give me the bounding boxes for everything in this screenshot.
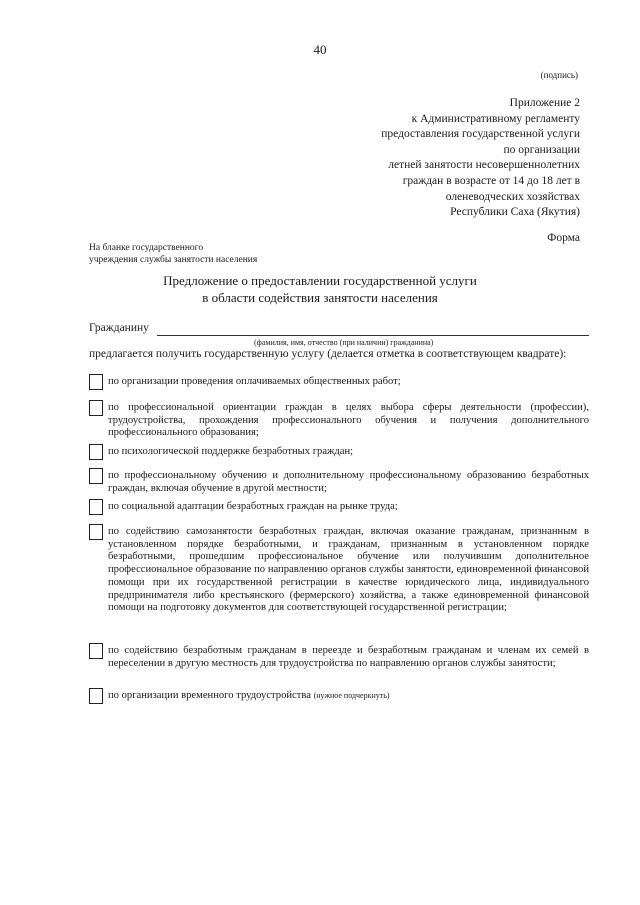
letterhead-line: На бланке государственного bbox=[89, 243, 204, 253]
service-option-text: по профессиональной ориентации граждан в целях выбора сферы деятельности (профессии), трудоустройства, прохождения профессионального обучения и получения дополнительного профессионального образования; bbox=[108, 402, 589, 439]
form-label: Форма bbox=[547, 232, 580, 244]
appendix-line: по организации bbox=[503, 143, 580, 156]
appendix-line: к Административному регламенту bbox=[411, 112, 580, 125]
title-line: в области содействия занятости населения bbox=[202, 290, 438, 305]
service-option-text bbox=[108, 690, 589, 703]
appendix-line: граждан в возрасте от 14 до 18 лет в bbox=[402, 174, 580, 187]
service-option-text: по социальной адаптации безработных граждан на рынке труда; bbox=[108, 501, 398, 512]
service-checkbox[interactable] bbox=[89, 499, 103, 515]
document-title bbox=[0, 272, 640, 306]
appendix-line: Приложение 2 bbox=[509, 97, 580, 109]
appendix-line: Республики Саха (Якутия) bbox=[450, 206, 580, 219]
intro-text: предлагается получить государственную услугу (делается отметка в соответствующем квадрате): bbox=[89, 348, 567, 360]
service-option-text: по содействию самозанятости безработных граждан, включая оказание гражданам, признанным в установленном порядке безработными, и гражданам, признанным в установленном порядке безработными, прошедшим профессиональное обучение или получившим дополнительное профессиональное образование по направлению органов службы занятости, единовременной финансовой помощи при их государственной регистрации в качестве юридического лица, индивидуального предпринимателя либо крестьянского (фермерского) хозяйства, а также единовременной финансовой помощи на подготовку документов для соответствующей государственной регистрации; bbox=[108, 526, 589, 614]
signature-caption: (подпись) bbox=[540, 70, 578, 80]
appendix-header bbox=[381, 96, 580, 221]
appendix-line: летней занятости несовершеннолетних bbox=[388, 159, 580, 172]
service-checkbox[interactable] bbox=[89, 688, 103, 704]
citizen-hint: (фамилия, имя, отчество (при наличии) гражданина) bbox=[254, 338, 434, 347]
service-option-text: по содействию безработным гражданам в переезде и безработным гражданам и членам их семей в переселении в другую местность для трудоустройства по направлению органов службы занятости; bbox=[108, 645, 589, 669]
underline-note: (нужное подчеркнуть) bbox=[313, 691, 390, 700]
letterhead-line: учреждения службы занятости населения bbox=[89, 255, 258, 265]
service-checkbox[interactable] bbox=[89, 643, 103, 659]
service-option-text: по профессиональному обучению и дополнительному профессиональному образованию безработных граждан, включая обучение в другой местности; bbox=[108, 470, 589, 494]
service-checkbox[interactable] bbox=[89, 468, 103, 484]
letterhead-note bbox=[89, 242, 257, 266]
service-option-text: по организации проведения оплачиваемых общественных работ; bbox=[108, 376, 401, 387]
title-line: Предложение о предоставлении государственной услуги bbox=[163, 273, 477, 288]
citizen-name-line[interactable] bbox=[157, 335, 589, 336]
service-checkbox[interactable] bbox=[89, 400, 103, 416]
appendix-line: оленеводческих хозяйствах bbox=[445, 190, 580, 203]
service-option-label: по организации временного трудоустройства bbox=[108, 690, 311, 701]
service-option-text: по психологической поддержке безработных граждан; bbox=[108, 446, 354, 457]
service-checkbox[interactable] bbox=[89, 524, 103, 540]
citizen-label: Гражданину bbox=[89, 322, 149, 334]
service-checkbox[interactable] bbox=[89, 444, 103, 460]
page-number: 40 bbox=[313, 42, 327, 57]
service-checkbox[interactable] bbox=[89, 374, 103, 390]
citizen-field bbox=[89, 322, 589, 347]
appendix-line: предоставления государственной услуги bbox=[381, 128, 580, 141]
